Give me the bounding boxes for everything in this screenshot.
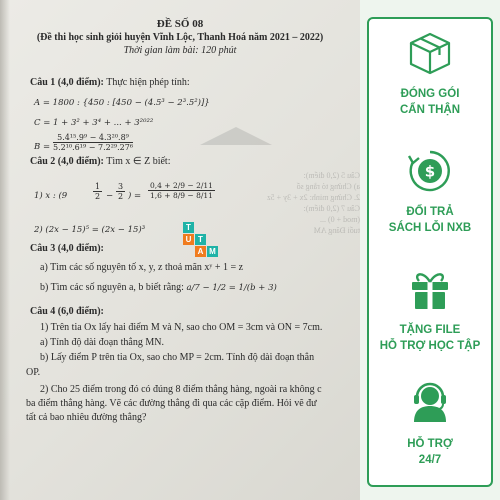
q3-part-b: [40, 282, 277, 294]
bleed-line: tuổi Đăng AM: [313, 226, 360, 235]
q2-frac2-num: 3: [118, 182, 124, 191]
q2-bigfrac-den: 1,6 + 8/9 − 8/11: [150, 191, 213, 200]
exam-title: ĐỀ SỐ 08: [156, 18, 204, 30]
logo-letter: U: [183, 234, 194, 245]
box-icon: [405, 28, 455, 78]
q1-formula-c: C = 1 + 3² + 3⁴ + ... + 3²⁰²²: [34, 118, 154, 128]
q4-part2-line1: 2) Cho 25 điểm trong đó có đúng 8 điểm thẳng hàng, ngoài ra không c: [40, 384, 322, 395]
logo-letter: A: [195, 246, 206, 257]
q3-part-b-formula: a/7 − 1/2 = 1/(b + 3): [186, 283, 277, 293]
q3-part-b-text: b) Tìm các số nguyên a, b biết rằng:: [40, 282, 184, 293]
refund-icon: [405, 146, 455, 196]
q1-b-denominator: 5.2¹⁰.6¹⁹ − 7.2²⁹.27⁶: [53, 143, 134, 152]
feature-label-line1: ĐỔI TRẢ: [406, 206, 454, 218]
bleed-line: a) Chứng tỏ rằng số: [296, 182, 360, 191]
tutam-logo: [183, 222, 219, 284]
bleed-line: Câu 5 (2,0 điểm):: [303, 171, 360, 180]
logo-letter: M: [207, 246, 218, 257]
q1-b-numerator: 5.4¹⁵.9⁹ − 4.3²⁰.8⁹: [53, 133, 133, 143]
bleed-line: 2. Chứng minh: 2x + 3y + 5z: [267, 193, 360, 202]
q1-formula-b-lhs: B =: [34, 142, 51, 152]
q2-bigfrac-num: 0,4 + 2/9 − 2/11: [150, 181, 213, 190]
q3-heading: Câu 3 (4,0 điểm):: [30, 243, 104, 254]
feature-label-line1: TẶNG FILE: [399, 324, 461, 336]
feature-return: [360, 146, 500, 236]
q1-formula-b-fraction: [53, 133, 133, 152]
q2-part1-close: ) =: [128, 191, 142, 201]
q4-part1: 1) Trên tia Ox lấy hai điểm M và N, sao cho OM = 3cm và ON = 7cm.: [40, 322, 323, 333]
feature-label-line2: HỖ TRỢ HỌC TẬP: [379, 340, 481, 352]
logo-letter: T: [183, 222, 194, 233]
q1-line: [30, 77, 190, 89]
q2-line: [30, 156, 170, 168]
q4-part1b: b) Lấy điểm P trên tia Ox, sao cho MP = 2cm. Tính độ dài đoạn thẳn: [40, 352, 315, 363]
q4-heading: Câu 4 (6,0 điểm):: [30, 306, 104, 317]
q4-part1a: a) Tính độ dài đoạn thẳng MN.: [40, 337, 164, 348]
q2-frac1-den: 2: [95, 192, 101, 201]
q2-part1-bigfrac: [148, 181, 215, 200]
q2-part1-frac2: [116, 182, 125, 201]
headset-icon: [405, 376, 455, 426]
logo-letter: T: [195, 234, 206, 245]
q4-part1b-cont: OP.: [26, 367, 41, 378]
q1-text: Thực hiện phép tính:: [106, 77, 190, 88]
q2-part2: 2) (2x − 15)⁵ = (2x − 15)³: [34, 225, 146, 235]
bleed-through-figure: [200, 127, 272, 145]
q2-part1-minus: −: [106, 191, 114, 201]
bleed-line: (mod + 0) ...: [319, 215, 360, 224]
q2-part1-frac1: [93, 182, 102, 201]
feature-label-line2: 24/7: [418, 454, 442, 466]
q4-part2-line3: tất cả bao nhiêu đường thẳng?: [26, 412, 147, 423]
q2-text: Tìm x ∈ Z biết:: [106, 156, 171, 167]
q2-frac2-den: 2: [118, 192, 124, 201]
svg-text:$: $: [424, 162, 436, 181]
bleed-line: Câu 7 (2,0 điểm):: [303, 204, 360, 213]
q1-formula-a: A = 1800 : {450 : [450 − (4.5³ − 2³.5²)]}: [34, 98, 210, 108]
feature-label-line2: CẨN THẬN: [399, 104, 461, 116]
feature-bonus-file: [360, 264, 500, 354]
page-spine-shadow: [0, 0, 10, 500]
gift-icon: [405, 264, 455, 314]
q2-part1-prefix: 1) x : (9: [34, 191, 68, 201]
exam-time: Thời gian làm bài: 120 phút: [123, 45, 237, 56]
feature-label-line2: SÁCH LỖI NXB: [388, 222, 472, 234]
q2-heading: Câu 2 (4,0 điểm):: [30, 156, 104, 167]
feature-label-line1: ĐÓNG GÓI: [400, 88, 460, 100]
feature-support: [360, 376, 500, 468]
q1-heading: Câu 1 (4,0 điểm):: [30, 77, 104, 88]
feature-packaging: [360, 28, 500, 118]
q2-frac1-num: 1: [95, 182, 101, 191]
q3-part-a: a) Tìm các số nguyên tố x, y, z thoả mãn xʸ + 1 = z: [40, 262, 244, 273]
q4-part2-line2: ba điểm thẳng hàng. Vẽ các đường thẳng đi qua các cặp điểm. Hỏi vẽ đư: [26, 398, 317, 409]
exam-subtitle: (Đề thi học sinh giỏi huyện Vĩnh Lộc, Thanh Hoá năm 2021 – 2022): [36, 32, 324, 43]
feature-label-line1: HỖ TRỢ: [407, 438, 453, 450]
